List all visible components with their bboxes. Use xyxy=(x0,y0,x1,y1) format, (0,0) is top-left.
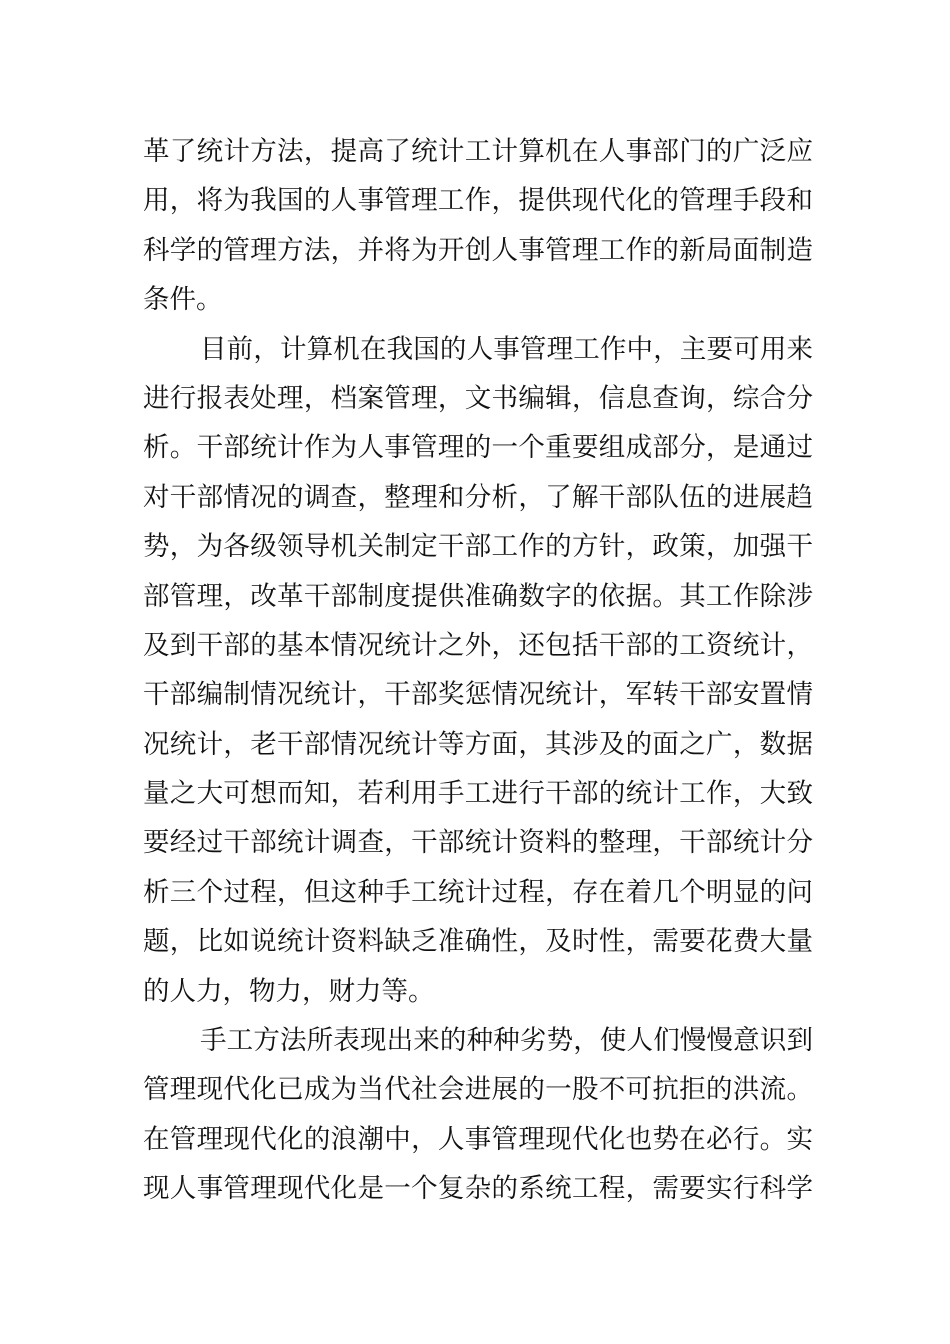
text-line: 部管理，改革干部制度提供准确数字的依据。其工作除涉 xyxy=(143,580,813,612)
text-line: 进行报表处理，档案管理，文书编辑，信息查询，综合分 xyxy=(143,382,813,414)
text-line: 对干部情况的调查，整理和分析，了解干部队伍的进展趋 xyxy=(143,481,813,513)
text-line: 科学的管理方法，并将为开创人事管理工作的新局面制造 xyxy=(143,234,813,266)
text-line: 的人力，物力，财力等。 xyxy=(143,975,435,1007)
text-line: 况统计，老干部情况统计等方面，其涉及的面之广，数据 xyxy=(143,728,813,760)
paragraph-3 xyxy=(143,1016,813,1214)
text-line: 要经过干部统计调查，干部统计资料的整理，干部统计分 xyxy=(143,827,813,859)
text-line: 干部编制情况统计，干部奖惩情况统计，军转干部安置情 xyxy=(143,679,813,711)
document-body xyxy=(143,127,813,1214)
text-line: 及到干部的基本情况统计之外，还包括干部的工资统计， xyxy=(143,629,813,661)
text-line: 条件。 xyxy=(143,284,223,316)
text-line: 析。干部统计作为人事管理的一个重要组成部分，是通过 xyxy=(143,432,813,464)
text-line: 手工方法所表现出来的种种劣势，使人们慢慢意识到 xyxy=(200,1025,813,1057)
text-line: 用，将为我国的人事管理工作，提供现代化的管理手段和 xyxy=(143,185,813,217)
text-line: 量之大可想而知，若利用手工进行干部的统计工作，大致 xyxy=(143,778,813,810)
paragraph-1 xyxy=(143,127,813,325)
text-line: 题，比如说统计资料缺乏准确性，及时性，需要花费大量 xyxy=(143,926,813,958)
text-line: 现人事管理现代化是一个复杂的系统工程，需要实行科学 xyxy=(143,1173,813,1205)
paragraph-2 xyxy=(143,325,813,1016)
text-line: 管理现代化已成为当代社会进展的一股不可抗拒的洪流。 xyxy=(143,1074,813,1106)
text-line: 目前，计算机在我国的人事管理工作中，主要可用来 xyxy=(200,333,813,365)
text-line: 势，为各级领导机关制定干部工作的方针，政策，加强干 xyxy=(143,531,813,563)
text-line: 在管理现代化的浪潮中，人事管理现代化也势在必行。实 xyxy=(143,1123,813,1155)
text-line: 革了统计方法，提高了统计工计算机在人事部门的广泛应 xyxy=(143,136,813,167)
text-line: 析三个过程，但这种手工统计过程，存在着几个明显的问 xyxy=(143,876,813,908)
